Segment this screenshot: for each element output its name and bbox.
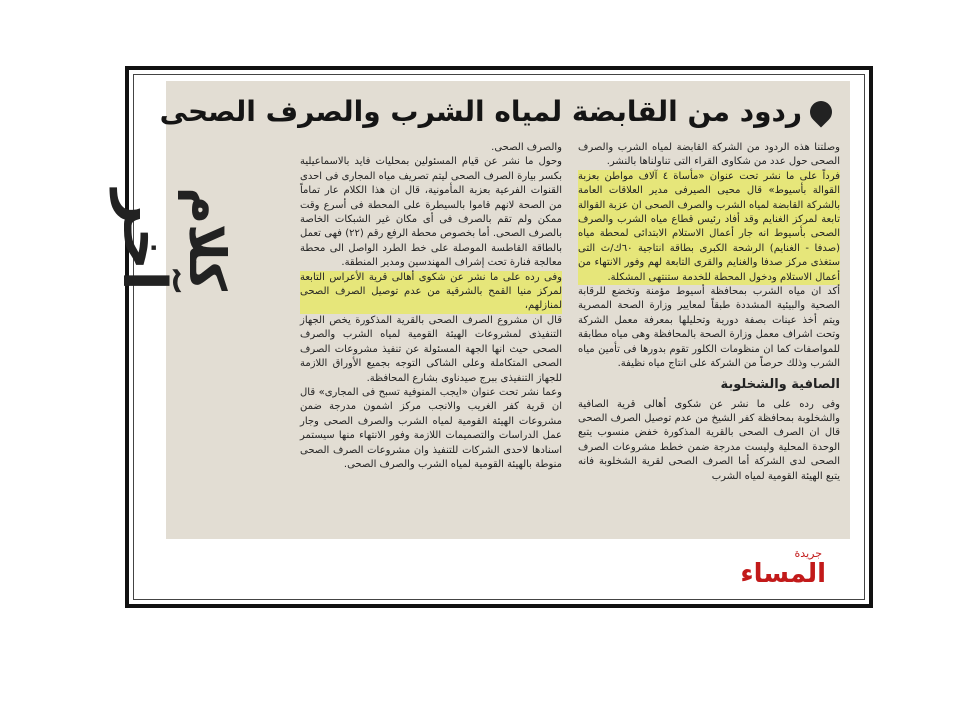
newspaper-logo xyxy=(730,547,826,595)
side-title-area xyxy=(174,167,292,467)
logo-main-text: المساء xyxy=(740,559,826,589)
side-title-line1: آخر xyxy=(109,189,179,291)
side-title-line2: كلام xyxy=(178,187,236,291)
paragraph: وصلتنا هذه الردود من الشركة القابضة لمياه الشرب والصرف الصحى حول عدد من شكاوى القراء التى تناولناها بالنشر. xyxy=(578,142,840,168)
pin-icon xyxy=(805,96,836,127)
headline-text: ردود من القابضة لمياه الشرب والصرف الصحى xyxy=(159,95,802,128)
newspaper-clipping xyxy=(109,81,850,539)
frame-inner-border xyxy=(109,74,865,600)
paragraph: وفى رده على ما نشر عن شكوى أهالى قرية الصافية والشخلوبة بمحافظة كفر الشيخ من عدم توصيل الصرف الصحى قال ان الصرف الصحى بالقرية المذكورة خفض منسوب يتبع الوحدة المحلية وليست مدرجة ضمن خطط مشروعات الصرف الصحى لدى الشركة أما الصرف الصحى لقرية الشخلوبة فانه يتبع الهيئة القومية لمياه الشرب xyxy=(578,398,840,482)
paragraph: وحول ما نشر عن قيام المسئولين بمحليات فايد بالاسماعيلية بكسر بيارة الصرف الصحى ليتم تصريف مياه المجارى فى احدى القنوات الفرعية بعزبة المأمونية، قال ان هذا الكلام عار تماماً من الصحة لانهم قاموا بالسيطرة على المحطة فى أسرع وقت ممكن ولم تقم بالصرف فى أى مكان غير الشبكات الخاصة بالصرف الصحى. أما بخصوص محطة الرفع رقم (٢٢) فهى تعمل بالطاقة القاطسة الموصلة على خط الطرد الواصل الى محطة معالجة فنارة تحت إشراف المهندسين ومدير المنطقة. xyxy=(300,156,563,269)
paragraph: والصرف الصحى. xyxy=(491,142,562,153)
paragraph: أكد ان مياه الشرب بمحافظة أسيوط مؤمنة وتخضع للرقابة الصحية والبيئية المشددة طبقاً لمعايير وزارة الصحة المصرية ويتم أخذ عينات بصفة دورية وتحليلها بمعرفة معمل الشركة وتحت اشراف معمل وزارة الصحة بالمحافظة وهى مياه مطابقة للمواصفات كما ان منظومات الكلور تقوم بدورها فى تأمين مياه الشرب وذلك حرصاً من الشركة على انتاج مياه نظيفة. xyxy=(578,286,840,370)
article-column-middle xyxy=(300,141,562,531)
article-column-right xyxy=(578,141,840,531)
article-headline xyxy=(159,87,832,137)
paragraph: قال ان مشروع الصرف الصحى بالقرية المذكورة يخص الجهاز التنفيذى لمشروعات الهيئة القومية لمياه الشرب والصرف الصحى حيث انها الجهة المسئولة عن تنفيذ مشروعات الصرف الصحى المتكاملة وعلى الشاكى التوجه بجميع الأوراق اللازمة للجهاز التنفيذى ببرج صيدناوى بشارع المحافظة. xyxy=(300,314,562,384)
logo-small-text: جريدة xyxy=(794,547,822,560)
clipping-frame xyxy=(109,66,873,608)
highlighted-paragraph: وفى رده على ما نشر عن شكوى أهالى قرية الأعراس التابعة لمركز منيا القمح بالشرقية من عدم توصيل الصرف الصحى لمنازلهم، xyxy=(300,271,562,314)
highlighted-paragraph: فرداً على ما نشر تحت عنوان «مأساة ٤ آلاف مواطن بعزبة القوالة بأسيوط» قال محيى الصيرفى مدير العلاقات العامة بالشركة القابضة لمياه الشرب والصرف الصحى ان عزبة القوالة تابعة لمركز الغنايم وقد أفاد رئيس قطاع مياه الشرب والصرف الصحى بأسيوط انه جار أعمال الاستلام الابتدائى لمحطة مياه (صدفا - الغنايم) الرشحة الكبرى بطاقة انتاجية ٦٠ك/ث التى ستغذى مركز صدفا والغنايم والقرى التابعة لهم وفور الانتهاء من أعمال الاستلام ودخول المحطة للخدمة ستنتهى المشكلة. xyxy=(578,170,840,285)
paragraph: وعما نشر تحت عنوان «ايجب المنوفية تسبح فى المجارى» قال ان قرية كفر الغريب والانجب مركز اشمون مدرجة ضمن مشروعات الهيئة القومية لمياه الشرب والصرف الصحى وجار عمل الدراسات والتصميمات اللازمة وفور الانتهاء منها سيستمر اسنادها لاحدى الشركات للتنفيذ وان مشروعات الصرف الصحى منوطة بالهيئة القومية لمياه الشرب والصرف الصحى. xyxy=(300,386,562,470)
section-subheading: الصافية والشخلوبة xyxy=(720,376,840,392)
